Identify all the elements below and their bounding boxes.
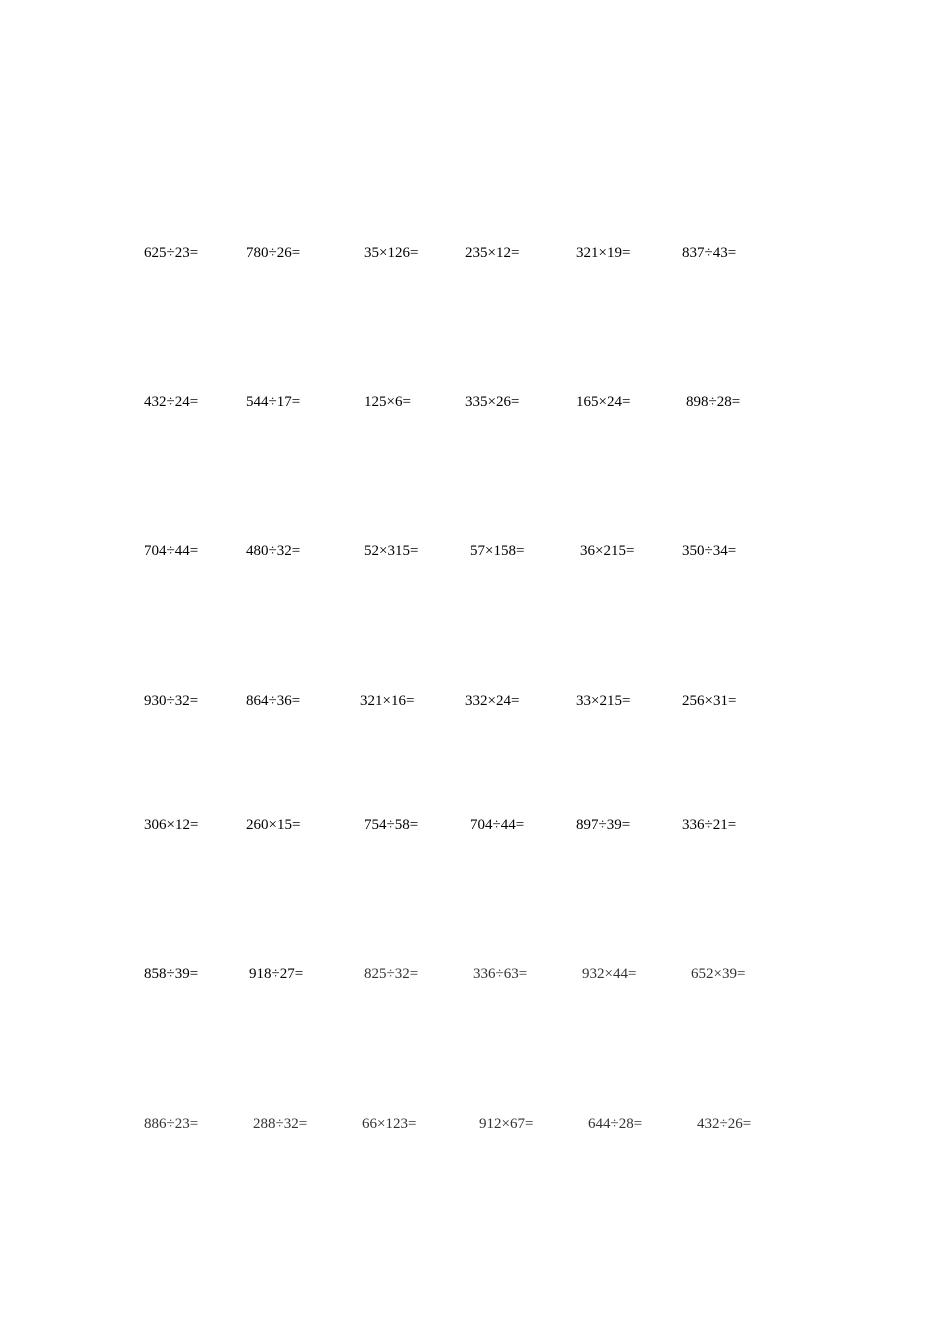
problem-row-6 — [0, 962, 950, 986]
problem: 35×126= — [364, 245, 419, 261]
problem: 886÷23= — [144, 1116, 199, 1132]
problem: 930÷32= — [144, 693, 199, 709]
problem: 780÷26= — [246, 245, 301, 261]
problem-row-1 — [0, 241, 950, 265]
problem: 825÷32= — [364, 966, 419, 982]
problem: 918÷27= — [249, 966, 304, 982]
problem: 321×16= — [360, 693, 415, 709]
problem: 897÷39= — [576, 817, 631, 833]
problem: 625÷23= — [144, 245, 199, 261]
problem: 544÷17= — [246, 394, 301, 410]
problem: 36×215= — [580, 543, 635, 559]
problem: 260×15= — [246, 817, 301, 833]
problem: 321×19= — [576, 245, 631, 261]
problem: 306×12= — [144, 817, 199, 833]
problem: 52×315= — [364, 543, 419, 559]
problem: 480÷32= — [246, 543, 301, 559]
problem: 652×39= — [691, 966, 746, 982]
problem-row-5 — [0, 813, 950, 837]
problem: 754÷58= — [364, 817, 419, 833]
problem: 858÷39= — [144, 966, 199, 982]
problem: 125×6= — [364, 394, 411, 410]
problem-row-3 — [0, 539, 950, 563]
problem: 336÷21= — [682, 817, 737, 833]
problem: 932×44= — [582, 966, 637, 982]
problem: 288÷32= — [253, 1116, 308, 1132]
problem-row-2 — [0, 390, 950, 414]
problem: 350÷34= — [682, 543, 737, 559]
problem: 704÷44= — [144, 543, 199, 559]
problem-row-4 — [0, 689, 950, 713]
problem: 336÷63= — [473, 966, 528, 982]
problem: 332×24= — [465, 693, 520, 709]
problem: 837÷43= — [682, 245, 737, 261]
problem: 165×24= — [576, 394, 631, 410]
problem: 704÷44= — [470, 817, 525, 833]
problem: 256×31= — [682, 693, 737, 709]
problem: 432÷24= — [144, 394, 199, 410]
problem: 898÷28= — [686, 394, 741, 410]
problem: 33×215= — [576, 693, 631, 709]
problem: 864÷36= — [246, 693, 301, 709]
problem: 644÷28= — [588, 1116, 643, 1132]
problem: 432÷26= — [697, 1116, 752, 1132]
problem: 57×158= — [470, 543, 525, 559]
problem: 66×123= — [362, 1116, 417, 1132]
problem-row-7 — [0, 1112, 950, 1136]
problem: 912×67= — [479, 1116, 534, 1132]
problem: 335×26= — [465, 394, 520, 410]
problem: 235×12= — [465, 245, 520, 261]
